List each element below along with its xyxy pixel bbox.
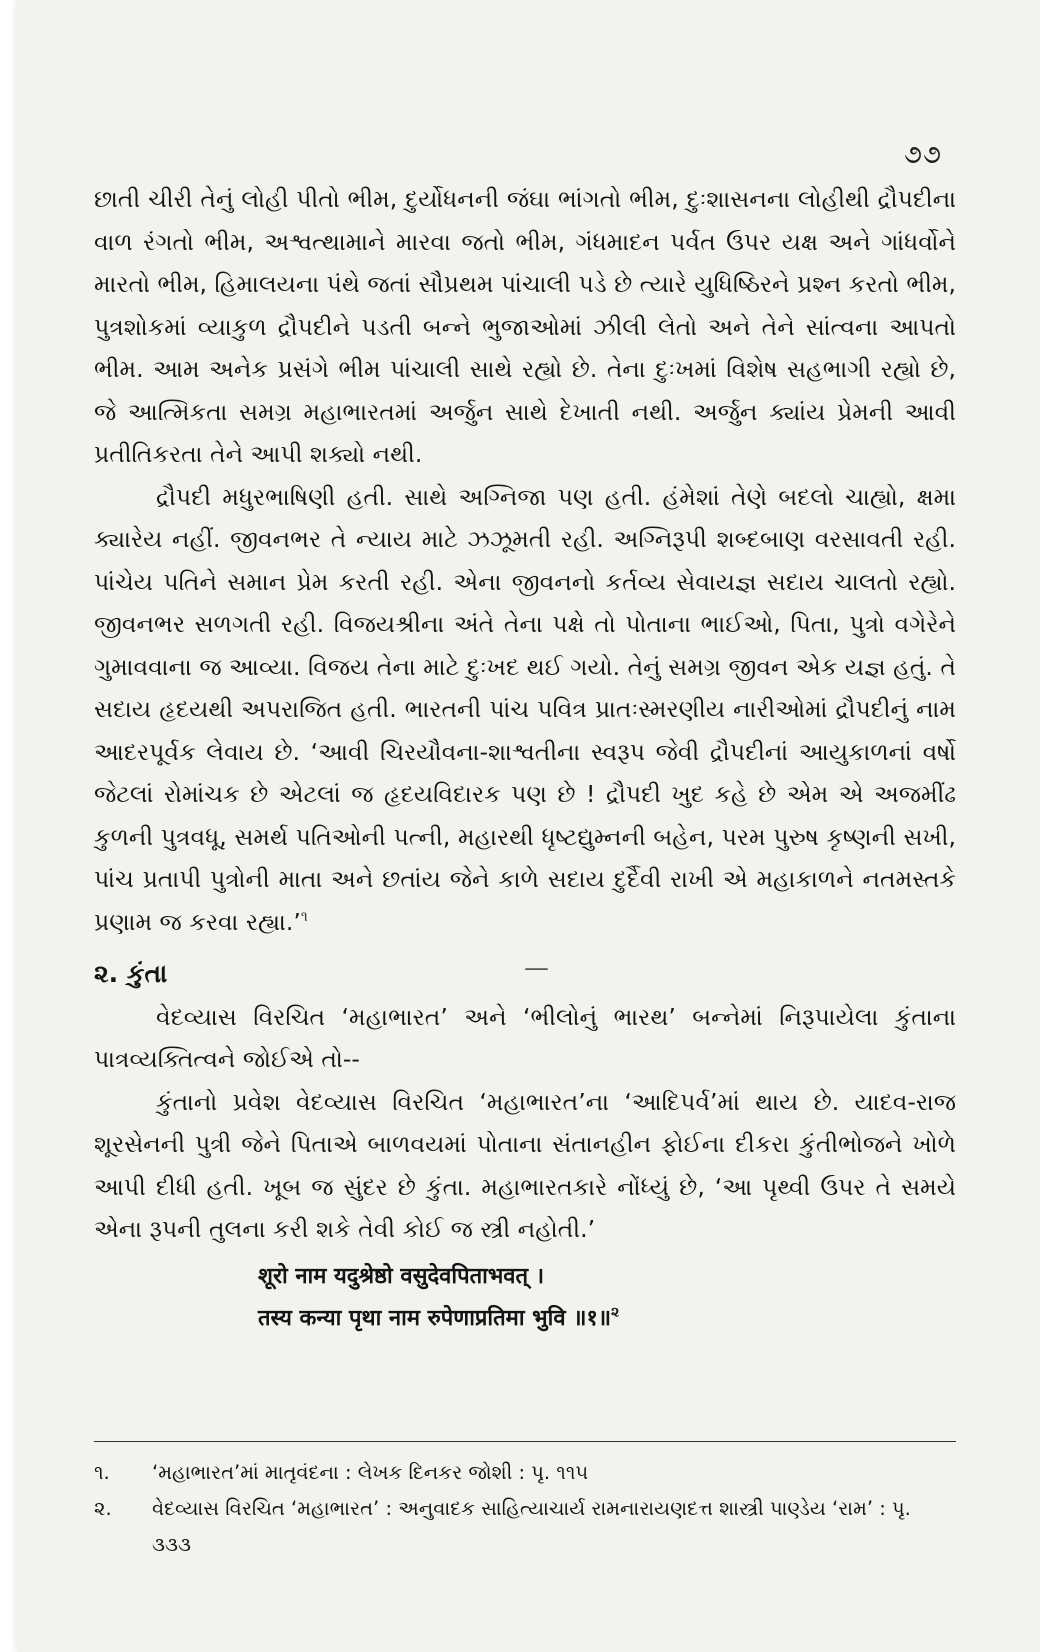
verse-line-2 [258, 1297, 956, 1339]
section-heading-kunta [94, 953, 956, 996]
paragraph-draupadi-text: દ્રૌપદી મધુરભાષિણી હતી. સાથે અગ્નિજા પણ હતી. હંમેશાં તેણે બદલો ચાહ્યો, ક્ષમા ક્યારેય નહીં. જીવનભર તે ન્યાય માટે ઝઝૂમતી રહી. અગ્નિરૂપી શબ્દબાણ વરસાવતી રહી. પાંચેય પતિને સમાન પ્રેમ કરતી રહી. એના જીવનનો કર્તવ્ય સેવાયજ્ઞ સદાય ચાલતો રહ્યો. જીવનભર સળગતી રહી. વિજયશ્રીના અંતે તેના પક્ષે તો પોતાના ભાઈઓ, પિતા, પુત્રો વગેરેને ગુમાવવાના જ આવ્યા. વિજય તેના માટે દુઃખદ થઈ ગયો. તેનું સમગ્ર જીવન એક યજ્ઞ હતું. તે સદાય હૃદયથી અપરાજિત હતી. ભારતની પાંચ પવિત્ર પ્રાતઃસ્મરણીય નારીઓમાં દ્રૌપદીનું નામ આદરપૂર્વક લેવાય છે. ‘આવી ચિરયૌવના-શાશ્વતીના સ્વરૂપ જેવી દ્રૌપદીનાં આયુકાળનાં વર્ષો જેટલાં રોમાંચક છે એટલાં જ હૃદયવિદારક પણ છે ! દ્રૌપદી ખુદ કહે છે એમ એ અજમીંઢ કુળની પુત્રવધૂ, સમર્થ પતિઓની પત્ની, મહારથી ધૃષ્ટદ્યુમ્નની બહેન, પરમ પુરુષ કૃષ્ણની સખી, પાંચ પ્રતાપી પુત્રોની માતા અને છતાંય જેને કાળે સદાય દુર્દૈવી રાખી એ મહાકાળને નતમસ્તકે પ્રણામ જ કરવા રહ્યા.’ [94, 482, 956, 936]
footnote-1-number: ૧. [94, 1461, 110, 1484]
paragraph-kunta-intro: વેદવ્યાસ વિરચિત ‘મહાભારત’ અને ‘ભીલોનું ભારથ’ બન્નેમાં નિરૂપાયેલા કુંતાના પાત્રવ્યક્તિત્વને જોઈએ તો-- [94, 1002, 956, 1073]
paragraph-kunta-entry: કુંતાનો પ્રવેશ વેદવ્યાસ વિરચિત ‘મહાભારત’ના ‘આદિપર્વ’માં થાય છે. યાદવ-રાજ શૂરસેનની પુત્રી જેને પિતાએ બાળવયમાં પોતાના સંતાનહીન ફોઈના દીકરા કુંતીભોજને ખોળે આપી દીધી હતી. ખૂબ જ સુંદર છે કુંતા. મહાભારતકારે નોંધ્યું છે, ‘આ પૃથ્વી ઉપર તે સમયે એના રૂપની તુલના કરી શકે તેવી કોઈ જ સ્ત્રી નહોતી.’ [94, 1087, 956, 1243]
verse-line-1: शूरो नाम यदुश्रेष्ठो वसुदेवपिताभवत् । [258, 1262, 545, 1289]
section-heading-text: ૨. કુંતા [94, 959, 168, 988]
book-page [18, 0, 1040, 1652]
footnote-divider [94, 1441, 956, 1442]
footnote-1-text: ‘મહાભારત’માં માતૃવંદના : લેખક દિનકર જોશી : પૃ. ૧૧૫ [152, 1461, 589, 1484]
verse-line-2-text: तस्य कन्या पृथा नाम रुपेणाप्रतिमा भुवि ॥१॥ [258, 1304, 612, 1331]
heading-dash-mark: — [524, 953, 549, 982]
paragraph-draupadi [94, 476, 956, 944]
sanskrit-verse [258, 1255, 956, 1339]
footnote-ref-1[interactable]: ૧ [300, 908, 308, 925]
footnote-1 [94, 1455, 956, 1491]
footnote-ref-2[interactable]: ૨ [611, 1304, 620, 1321]
body-text [94, 178, 956, 1339]
footnote-2-number: ૨. [94, 1497, 112, 1520]
page-number: ૭૭ [903, 140, 942, 170]
footnote-2-text: વેદવ્યાસ વિરચિત ‘મહાભારત’ : અનુવાદક સાહિત્યાચાર્ય રામનારાયણદત્ત શાસ્ત્રી પાણ્ડેય ‘રામ’ : પૃ. ૩૩૩ [152, 1497, 911, 1556]
paragraph-bhima: છાતી ચીરી તેનું લોહી પીતો ભીમ, દુર્યોધનની જંઘા ભાંગતો ભીમ, દુઃશાસનના લોહીથી દ્રૌપદીના વાળ રંગતો ભીમ, અશ્વત્થામાને મારવા જતો ભીમ, ગંધમાદન પર્વત ઉપર યક્ષ અને ગાંધર્વોને મારતો ભીમ, હિમાલયના પંથે જતાં સૌપ્રથમ પાંચાલી પડે છે ત્યારે યુધિષ્ઠિરને પ્રશ્ન કરતો ભીમ, પુત્રશોકમાં વ્યાકુળ દ્રૌપદીને પડતી બન્ને ભુજાઓમાં ઝીલી લેતો અને તેને સાંત્વના આપતો ભીમ. આમ અનેક પ્રસંગે ભીમ પાંચાલી સાથે રહ્યો છે. તેના દુઃખમાં વિશેષ સહભાગી રહ્યો છે, જે આત્મિકતા સમગ્ર મહાભારતમાં અર્જુન સાથે દેખાતી નથી. અર્જુન ક્યાંય પ્રેમની આવી પ્રતીતિકરતા તેને આપી શક્યો નથી. [94, 185, 956, 468]
footnotes [94, 1455, 956, 1563]
footnote-2 [94, 1491, 956, 1563]
